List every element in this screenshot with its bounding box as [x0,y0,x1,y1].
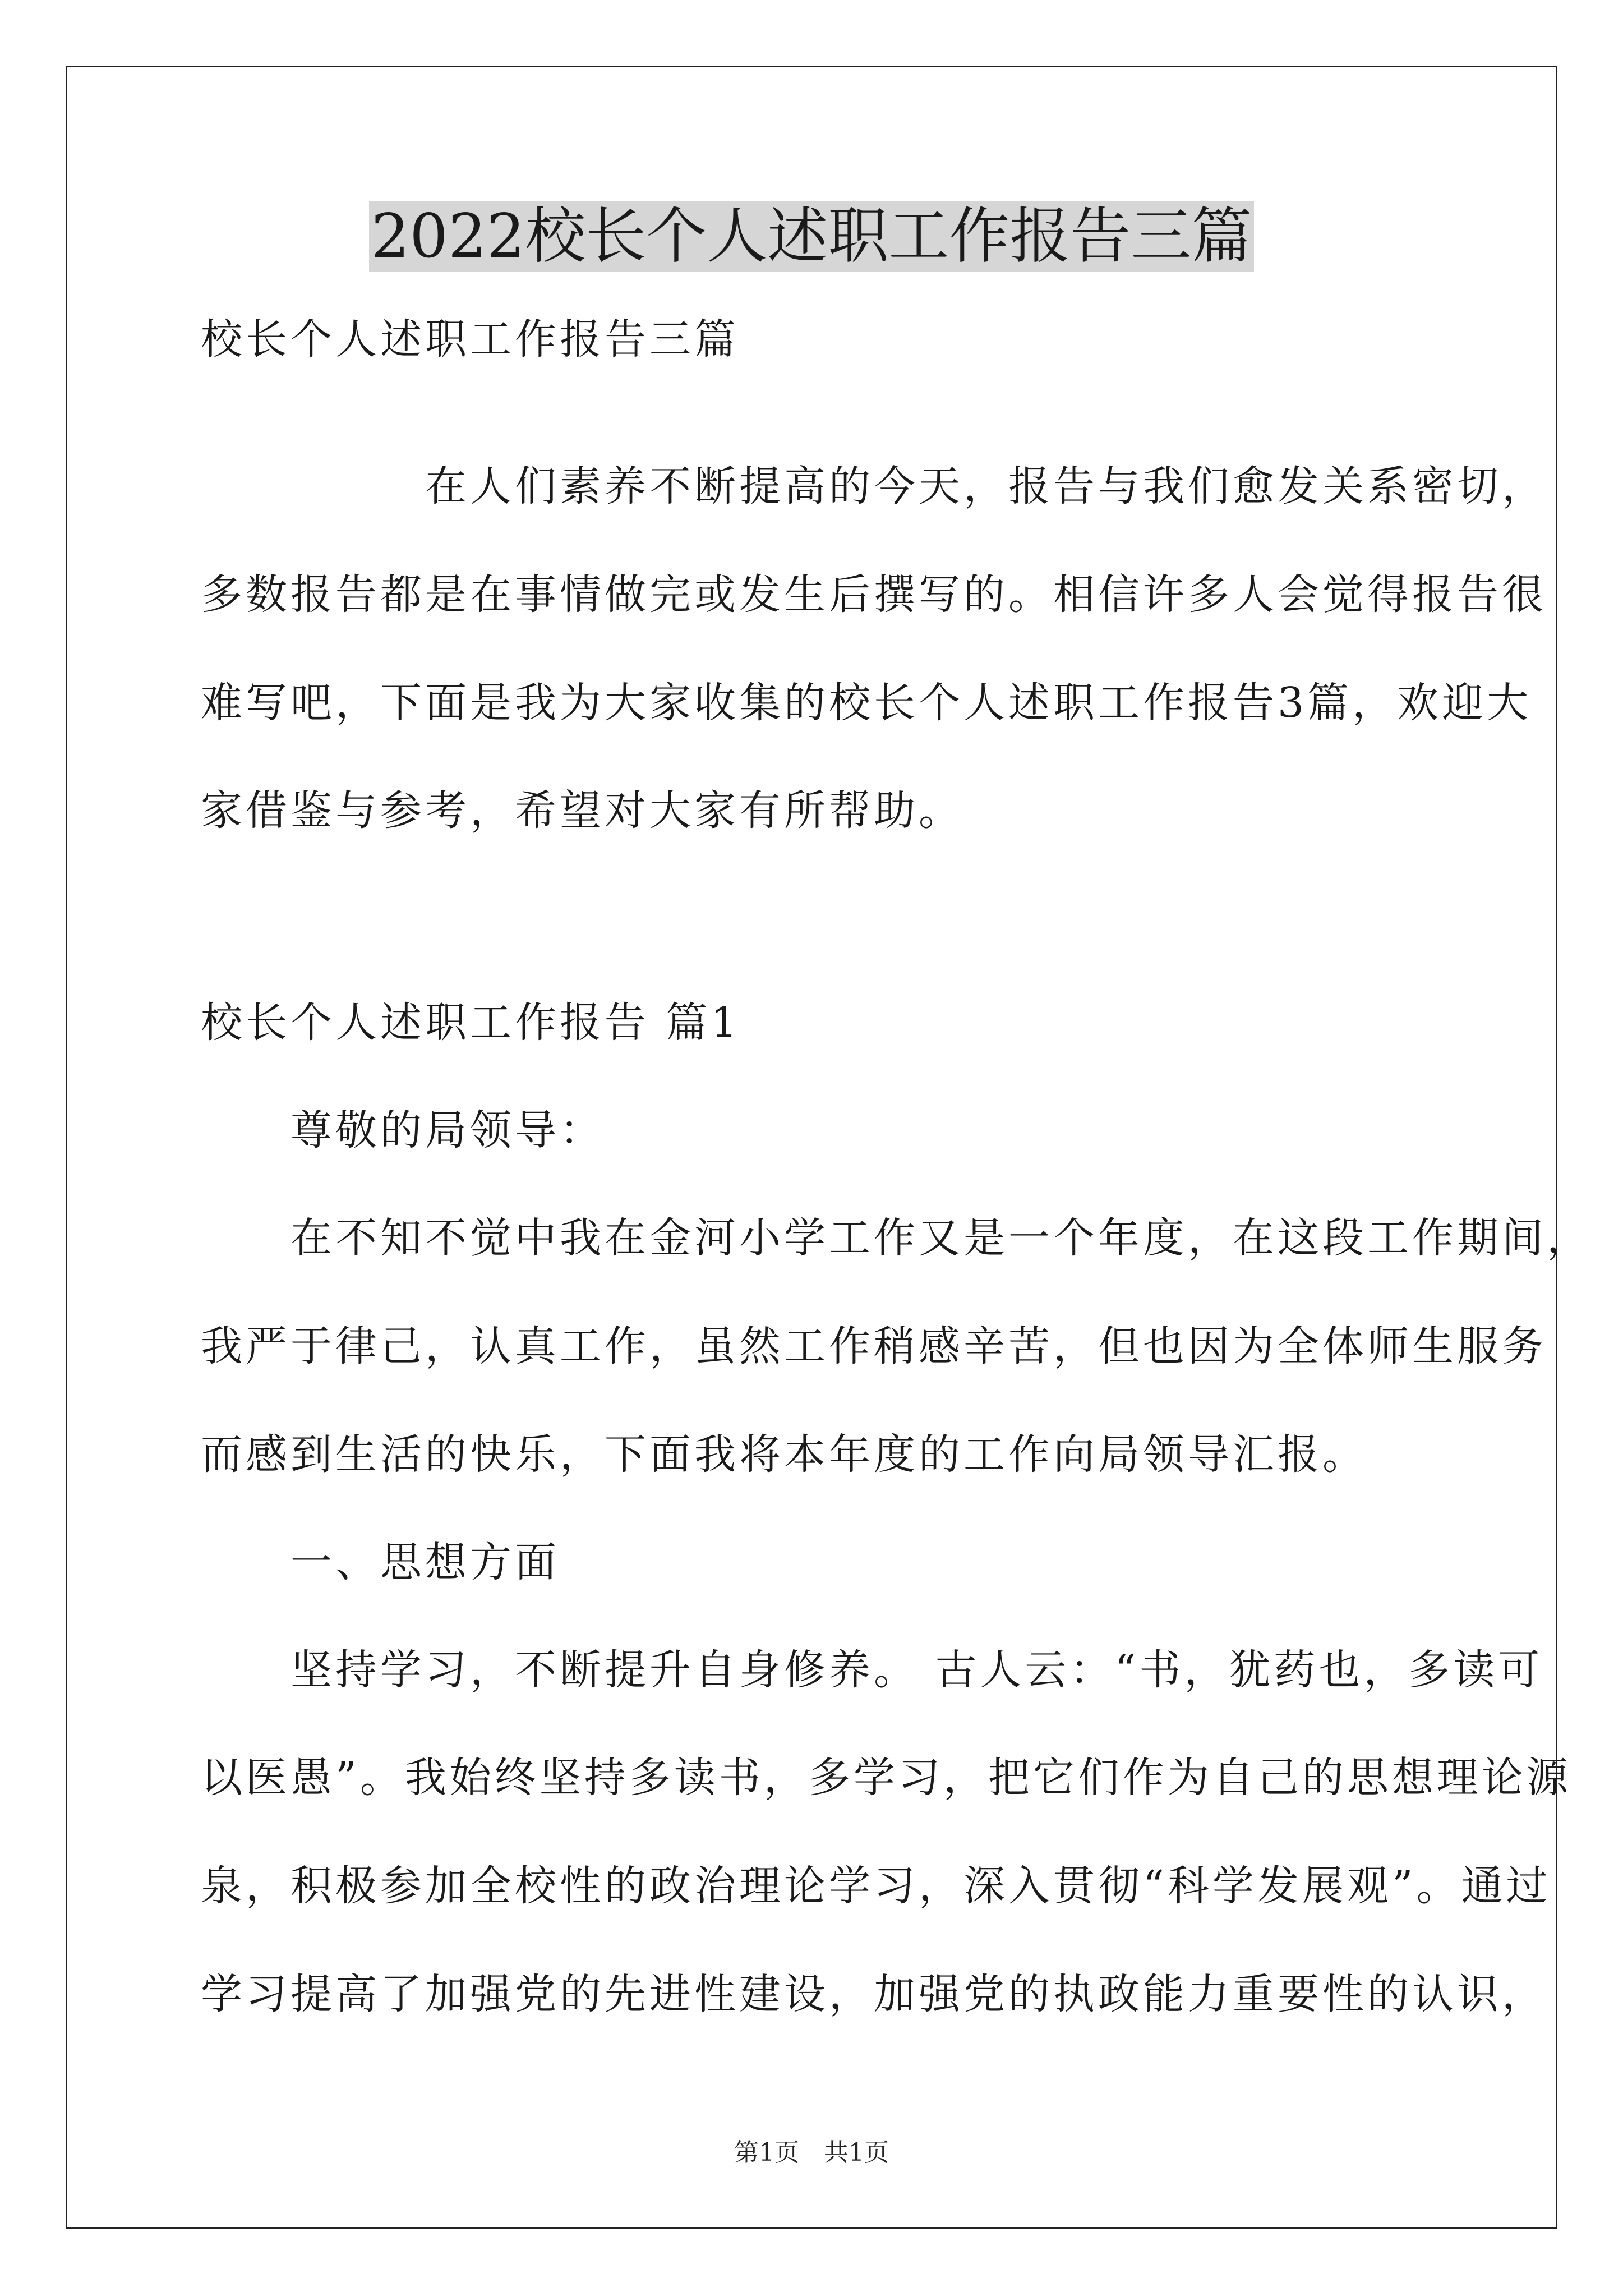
document-title [0,197,1623,276]
subheading-thought: 一、思想方面 [201,1538,560,1586]
intro-line-4: 家借鉴与参考，希望对大家有所帮助。 [201,786,963,835]
salutation: 尊敬的局领导： [201,1106,605,1154]
section-heading: 校长个人述职工作报告 篇1 [201,999,741,1047]
body-line-2: 我严于律己，认真工作，虽然工作稍感辛苦，但也因为全体师生服务 [201,1322,1547,1370]
page-footer: 第1页 共1页 [734,2138,889,2167]
subtitle-line: 校长个人述职工作报告三篇 [201,315,739,364]
body-line-5: 以医愚”。我始终坚持多读书，多学习，把它们作为自己的思想理论源 [201,1754,1571,1802]
body-line-4: 坚持学习，不断提升自身修养。 古人云：“书，犹药也，多读可 [201,1646,1543,1694]
intro-line-3: 难写吧，下面是我为大家收集的校长个人述职工作报告3篇，欢迎大 [201,679,1532,727]
intro-line-2: 多数报告都是在事情做完或发生后撰写的。相信许多人会觉得报告很 [201,570,1547,619]
body-line-3: 而感到生活的快乐，下面我将本年度的工作向局领导汇报。 [201,1430,1367,1479]
intro-line-1: 在人们素养不断提高的今天，报告与我们愈发关系密切， [201,462,1547,510]
document-title-text: 2022校长个人述职工作报告三篇 [369,201,1255,272]
body-line-7: 学习提高了加强党的先进性建设，加强党的执政能力重要性的认识， [201,1970,1547,2018]
body-line-1: 在不知不觉中我在金河小学工作又是一个年度，在这段工作期间， [201,1214,1592,1262]
body-line-6: 泉，积极参加全校性的政治理论学习，深入贯彻“科学发展观”。通过 [201,1862,1551,1910]
